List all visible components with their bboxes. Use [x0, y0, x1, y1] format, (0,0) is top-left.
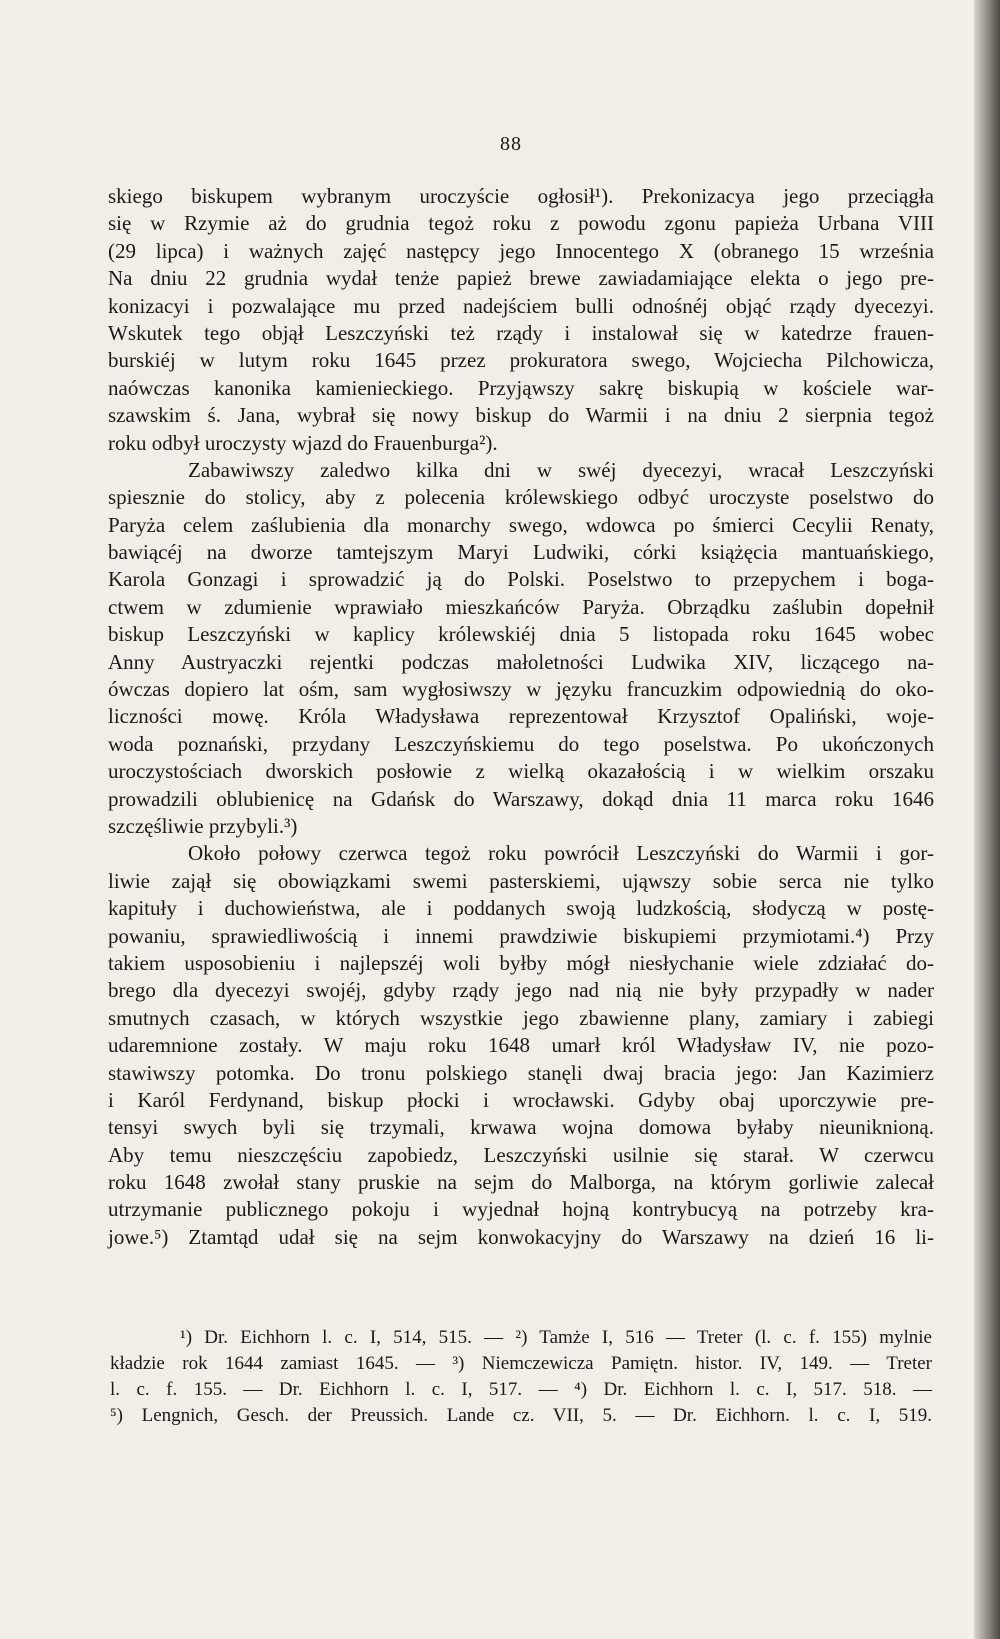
- text-line: bawiącéj na dworze tamtejszym Maryi Ludwiki, córki książęcia mantuańskiego,: [108, 540, 934, 565]
- page-spine-shadow: [974, 0, 1000, 1639]
- text-line: Karola Gonzagi i sprowadzić ją do Polski. Poselstwo to przepychem i boga-: [108, 567, 934, 592]
- text-line: Anny Austryaczki rejentki podczas małoletności Ludwika XIV, liczącego na-: [108, 649, 934, 674]
- text-line: woda poznański, przydany Leszczyńskiemu do tego poselstwa. Po ukończonych: [108, 731, 934, 756]
- footnote-line: l. c. f. 155. — Dr. Eichhorn l. c. I, 517. — ⁴) Dr. Eichhorn l. c. I, 517. 518. —: [110, 1379, 932, 1400]
- page-number: 88: [500, 133, 522, 155]
- text-line: skiego biskupem wybranym uroczyście ogłosił¹). Prekonizacya jego przeciągła: [108, 184, 934, 208]
- text-line: (29 lipca) i ważnych zajęć następcy jego Innocentego X (obranego 15 września: [108, 238, 934, 263]
- text-line: prowadzili oblubienicę na Gdańsk do Warszawy, dokąd dnia 11 marca roku 1646: [108, 786, 934, 811]
- text-line: Około połowy czerwca tegoż roku powrócił Leszczyński do Warmii i gor-: [188, 841, 934, 866]
- text-line: brego dla dyecezyi swojéj, gdyby rządy jego nad nią nie były przypadły w nader: [108, 978, 934, 1003]
- text-line: ówczas dopiero lat ośm, sam wygłosiwszy w języku francuzkim odpowiednią do oko-: [108, 677, 934, 702]
- text-line: utrzymanie publicznego pokoju i wyjednał hojną kontrybucyą na potrzeby kra-: [108, 1197, 934, 1222]
- body-text: [108, 183, 934, 1251]
- text-line: spiesznie do stolicy, aby z polecenia królewskiego odbyć uroczyste poselstwo do: [108, 485, 934, 510]
- text-line: powaniu, sprawiedliwością i innemi prawdziwie biskupiemi przymiotami.⁴) Przy: [108, 923, 934, 948]
- footnote-line: ⁵) Lengnich, Gesch. der Preussich. Lande cz. VII, 5. — Dr. Eichhorn. l. c. I, 519.: [110, 1405, 932, 1426]
- text-line: roku 1648 zwołał stany pruskie na sejm do Malborga, na którym gorliwie zalecał: [108, 1170, 934, 1195]
- text-line: ctwem w zdumienie wprawiało mieszkańców Paryża. Obrządku zaślubin dopełnił: [108, 594, 934, 619]
- text-line: kapituły i duchowieństwa, ale i poddanych swoją ludzkością, słodyczą w postę-: [108, 896, 934, 921]
- text-line: Na dniu 22 grudnia wydał tenże papież brewe zawiadamiające elekta o jego pre-: [108, 266, 934, 291]
- text-line: Aby temu nieszczęściu zapobiedz, Leszczyński usilnie się starał. W czerwcu: [108, 1142, 934, 1167]
- text-line: konizacyi i pozwalające mu przed nadejściem bulli odnośnéj objąć rządy dyecezyi.: [108, 293, 934, 318]
- text-line: biskup Leszczyński w kaplicy królewskiéj dnia 5 listopada roku 1645 wobec: [108, 622, 934, 647]
- text-line: takiem usposobieniu i najlepszéj woli byłby mógł niesłychanie wiele zdziałać do-: [108, 950, 934, 975]
- text-line: szczęśliwie przybyli.³): [108, 813, 298, 838]
- text-line: udaremnione zostały. W maju roku 1648 umarł król Władysław IV, nie pozo-: [108, 1033, 934, 1058]
- footnotes: [110, 1325, 932, 1429]
- footnote-line: kładzie rok 1644 zamiast 1645. — ³) Niemczewicza Pamiętn. histor. IV, 149. — Treter: [110, 1353, 932, 1374]
- text-line: szawskim ś. Jana, wybrał się nowy biskup do Warmii i na dniu 2 sierpnia tegoż: [108, 403, 934, 428]
- text-line: i Karól Ferdynand, biskup płocki i wrocławski. Gdyby obaj uporczywie pre-: [108, 1087, 934, 1112]
- text-line: liczności mowę. Króla Władysława reprezentował Krzysztof Opaliński, woje-: [108, 704, 934, 729]
- text-line: roku odbył uroczysty wjazd do Frauenburga²).: [108, 430, 498, 455]
- text-line: tensyi swych byli się trzymali, krwawa wojna domowa byłaby nieuniknioną.: [108, 1115, 934, 1140]
- text-line: Wskutek tego objął Leszczyński też rządy i instalował się w katedrze frauen-: [108, 320, 934, 345]
- footnote-line: ¹) Dr. Eichhorn l. c. I, 514, 515. — ²) Tamże I, 516 — Treter (l. c. f. 155) mylnie: [180, 1327, 932, 1348]
- text-line: jowe.⁵) Ztamtąd udał się na sejm konwokacyjny do Warszawy na dzień 16 li-: [108, 1224, 934, 1249]
- text-line: Zabawiwszy zaledwo kilka dni w swéj dyecezyi, wracał Leszczyński: [188, 457, 934, 482]
- text-line: naówczas kanonika kamienieckiego. Przyjąwszy sakrę biskupią w kościele war-: [108, 375, 934, 400]
- text-line: się w Rzymie aż do grudnia tegoż roku z powodu zgonu papieża Urbana VIII: [108, 211, 934, 236]
- text-line: burskiéj w lutym roku 1645 przez prokuratora swego, Wojciecha Pilchowicza,: [108, 348, 934, 373]
- text-line: smutnych czasach, w których wszystkie jego zbawienne plany, zamiary i zabiegi: [108, 1005, 934, 1030]
- text-line: liwie zajął się obowiązkami swemi pasterskiemi, ująwszy sobie serca nie tylko: [108, 868, 934, 893]
- text-line: Paryża celem zaślubienia dla monarchy swego, wdowca po śmierci Cecylii Renaty,: [108, 512, 934, 537]
- text-line: stawiwszy potomka. Do tronu polskiego stanęli dwaj bracia jego: Jan Kazimierz: [108, 1060, 934, 1085]
- text-line: uroczystościach dworskich posłowie z wielką okazałością i w wielkim orszaku: [108, 759, 934, 784]
